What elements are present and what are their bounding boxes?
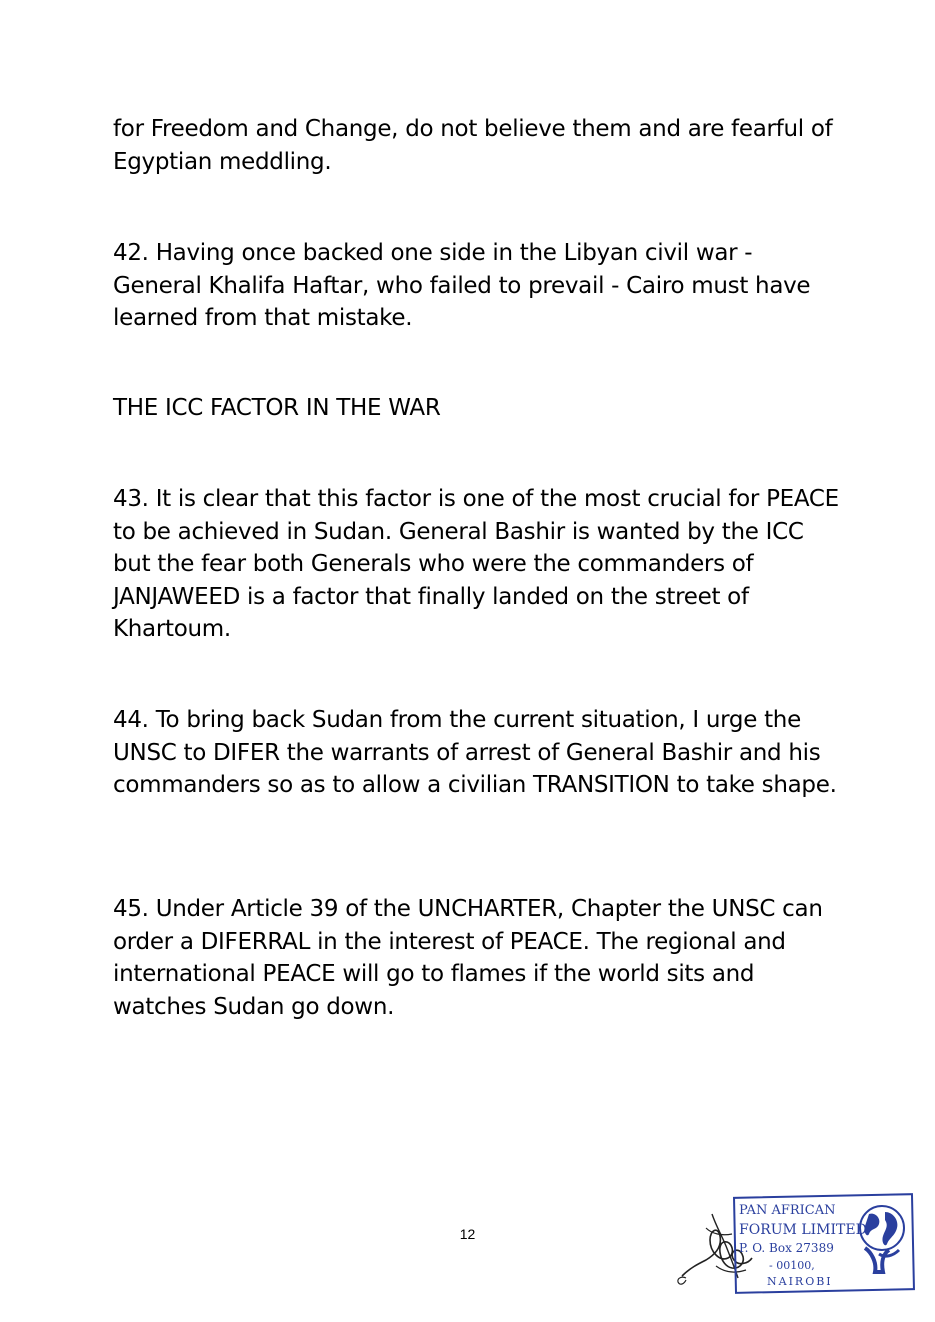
paragraph-continued: for Freedom and Change, do not believe them and are fearful of Egyptian meddling. <box>113 116 833 175</box>
company-stamp <box>733 1192 917 1295</box>
stamp-line-1: PAN AFRICAN <box>739 1203 836 1218</box>
stamp-globe-icon <box>860 1206 904 1272</box>
stamp-line-2: FORUM LIMITED <box>739 1222 867 1238</box>
paragraph-42: 42. Having once backed one side in the Libyan civil war - General Khalifa Haftar, who failed to prevail - Cairo must have learned from that mistake. <box>113 240 811 332</box>
stamp-line-3: P. O. Box 27389 <box>739 1241 834 1255</box>
section-heading: THE ICC FACTOR IN THE WAR <box>113 395 441 421</box>
stamp-line-4: - 00100, <box>769 1259 815 1272</box>
page-number: 12 <box>459 1226 476 1242</box>
paragraph-45: 45. Under Article 39 of the UNCHARTER, Chapter the UNSC can order a DIFERRAL in the interest of PEACE. The regional and international PEACE will go to flames if the world sits and watches Sudan go down. <box>113 896 823 1020</box>
paragraph-44: 44. To bring back Sudan from the current situation, I urge the UNSC to DIFER the warrants of arrest of General Bashir and his commanders so as to allow a civilian TRANSITION to take shape. <box>113 707 837 799</box>
paragraph-43: 43. It is clear that this factor is one of the most crucial for PEACE to be achieved in Sudan. General Bashir is wanted by the ICC but the fear both Generals who were the commanders of JANJAWEED is a factor that finally landed on the street of Khartoum. <box>113 486 839 643</box>
stamp-line-5: NAIROBI <box>767 1275 833 1288</box>
